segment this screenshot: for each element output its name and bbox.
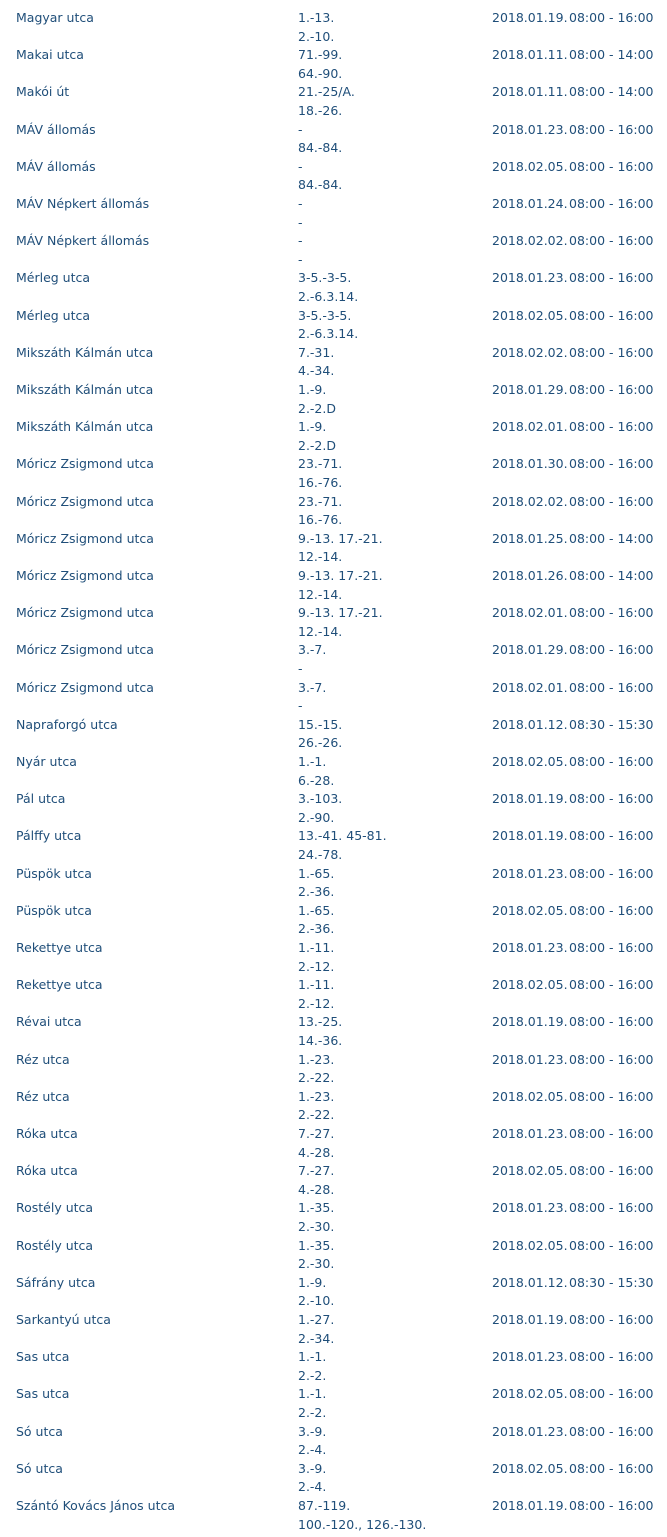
house-numbers (298, 418, 336, 455)
house-numbers (298, 195, 303, 232)
house-numbers (298, 1423, 326, 1460)
house-numbers-odd: - (298, 233, 303, 249)
house-numbers-even: 84.-84. (298, 140, 343, 156)
house-numbers-even: 2.-36. (298, 921, 335, 937)
house-numbers-odd: 13.-25. (298, 1014, 343, 1030)
outage-time: 08:00 - 16:00 (569, 902, 654, 918)
house-numbers-odd: 7.-31. (298, 344, 335, 360)
house-numbers-odd: 1.-35. (298, 1200, 335, 1216)
outage-time: 08:00 - 16:00 (569, 828, 654, 844)
street-name: Püspök utca (16, 865, 92, 881)
house-numbers-even: 100.-120., 126.-130. (298, 1516, 427, 1532)
house-numbers-even: - (298, 214, 303, 230)
house-numbers-odd: 23.-71. (298, 493, 343, 509)
street-name: Makói út (16, 84, 70, 100)
house-numbers-even: 12.-14. (298, 586, 343, 602)
street-name: Pálffy utca (16, 828, 82, 844)
outage-date: 2018.02.02. (492, 344, 568, 360)
house-numbers-odd: 1.-13. (298, 10, 335, 25)
street-name: Rostély utca (16, 1237, 94, 1253)
house-numbers-odd: 1.-9. (298, 1274, 327, 1290)
street-name: Makai utca (16, 47, 84, 63)
table-row (0, 1199, 667, 1235)
outage-time: 08:00 - 16:00 (569, 493, 654, 509)
outage-time: 08:00 - 16:00 (569, 754, 654, 769)
house-numbers (298, 1237, 334, 1274)
table-row (0, 1497, 667, 1533)
street-name: Mérleg utca (16, 270, 91, 286)
house-numbers-odd: 9.-13. 17.-21. (298, 605, 383, 621)
outage-date: 2018.01.11. (492, 47, 568, 63)
house-numbers-even: 2.-12. (298, 958, 335, 974)
outage-time: 08:00 - 16:00 (569, 1126, 654, 1141)
house-numbers-odd: 1.-1. (298, 1386, 327, 1402)
table-row (0, 1423, 667, 1459)
table-row (0, 158, 667, 194)
house-numbers-even: 2.-2. (298, 1404, 327, 1420)
house-numbers-odd: 1.-11. (298, 977, 335, 993)
outage-date: 2018.01.23. (492, 1423, 568, 1439)
house-numbers-even: 26.-26. (298, 735, 343, 751)
street-name: Mikszáth Kálmán utca (16, 419, 154, 435)
outage-date: 2018.01.11. (492, 84, 568, 100)
house-numbers-even: - (298, 660, 303, 676)
table-row (0, 1274, 667, 1310)
outage-date: 2018.01.19. (492, 1014, 568, 1030)
house-numbers-odd: 3-5.-3-5. (298, 307, 352, 323)
street-name: Réz utca (16, 1088, 70, 1104)
outage-date: 2018.01.24. (492, 196, 568, 211)
house-numbers-even: 2.-30. (298, 1256, 335, 1272)
outage-time: 08:00 - 16:00 (569, 642, 654, 658)
house-numbers (298, 567, 383, 604)
house-numbers-even: 2.-22. (298, 1107, 335, 1123)
house-numbers-even: 2.-6.3.14. (298, 326, 359, 342)
street-name: Rekettye utca (16, 940, 103, 955)
outage-date: 2018.01.29. (492, 382, 568, 397)
house-numbers-even: 2.-34. (298, 1330, 335, 1346)
table-row (0, 344, 667, 380)
outage-date: 2018.01.23. (492, 121, 568, 137)
outage-date: 2018.01.19. (492, 828, 568, 844)
house-numbers (298, 1199, 334, 1236)
house-numbers-even: - (298, 698, 303, 714)
house-numbers-odd: 3.-9. (298, 1423, 327, 1439)
street-name: Révai utca (16, 1014, 82, 1030)
outage-date: 2018.01.23. (492, 865, 568, 881)
outage-date: 2018.01.12. (492, 716, 568, 732)
house-numbers-odd: 3-5.-3-5. (298, 270, 352, 286)
outage-time: 08:00 - 16:00 (569, 1088, 654, 1104)
house-numbers (298, 679, 326, 716)
outage-time: 08:00 - 16:00 (569, 307, 654, 323)
table-row (0, 307, 667, 343)
house-numbers (298, 46, 342, 83)
street-name: Só utca (16, 1423, 63, 1439)
street-name: Sas utca (16, 1349, 70, 1365)
house-numbers-odd: 3.-9. (298, 1460, 327, 1476)
house-numbers-odd: 1.-65. (298, 902, 335, 918)
outage-time: 08:00 - 16:00 (569, 158, 654, 174)
street-name: Móricz Zsigmond utca (16, 679, 154, 695)
outage-time: 08:00 - 16:00 (569, 1386, 654, 1402)
outage-time: 08:00 - 16:00 (569, 196, 654, 211)
outage-time: 08:00 - 14:00 (569, 84, 654, 100)
outage-time: 08:00 - 16:00 (569, 605, 654, 621)
house-numbers (298, 1460, 326, 1497)
outage-time: 08:30 - 15:30 (569, 716, 654, 732)
outage-time: 08:00 - 14:00 (569, 568, 654, 583)
outage-date: 2018.01.25. (492, 530, 568, 546)
outage-time: 08:00 - 14:00 (569, 47, 654, 63)
table-row (0, 939, 667, 975)
table-row (0, 269, 667, 305)
table-row (0, 1311, 667, 1347)
outage-time: 08:00 - 16:00 (569, 977, 654, 993)
house-numbers-even: 2.-2.D (298, 400, 336, 416)
house-numbers-even: 84.-84. (298, 177, 343, 193)
street-name: Róka utca (16, 1126, 78, 1141)
house-numbers-odd: 1.-65. (298, 865, 335, 881)
street-name: Móricz Zsigmond utca (16, 568, 154, 583)
house-numbers-even: 2.-6.3.14. (298, 288, 359, 304)
table-row (0, 716, 667, 752)
house-numbers-odd: 7.-27. (298, 1126, 335, 1141)
outage-date: 2018.01.23. (492, 1051, 568, 1067)
outage-time: 08:00 - 16:00 (569, 1460, 654, 1476)
house-numbers-even: 6.-28. (298, 772, 335, 788)
outage-date: 2018.01.23. (492, 1126, 568, 1141)
outage-date: 2018.02.05. (492, 307, 568, 323)
house-numbers (298, 83, 355, 120)
street-name: MÁV állomás (16, 121, 96, 137)
street-name: Rostély utca (16, 1200, 94, 1216)
house-numbers (298, 1497, 426, 1534)
street-name: Püspök utca (16, 902, 92, 918)
house-numbers (298, 530, 383, 567)
outage-date: 2018.01.30. (492, 456, 568, 472)
outage-time: 08:00 - 16:00 (569, 344, 654, 360)
table-row (0, 46, 667, 82)
house-numbers-odd: 9.-13. 17.-21. (298, 530, 383, 546)
street-name: MÁV állomás (16, 158, 96, 174)
house-numbers (298, 641, 326, 678)
house-numbers-odd: 7.-27. (298, 1163, 335, 1179)
outage-date: 2018.02.05. (492, 902, 568, 918)
house-numbers-odd: 1.-1. (298, 754, 327, 769)
house-numbers-odd: - (298, 158, 303, 174)
house-numbers (298, 344, 334, 381)
outage-time: 08:00 - 16:00 (569, 1349, 654, 1365)
street-name: Mikszáth Kálmán utca (16, 382, 154, 397)
house-numbers-odd: 13.-41. 45-81. (298, 828, 387, 844)
table-row (0, 790, 667, 826)
outage-time: 08:00 - 16:00 (569, 1423, 654, 1439)
outage-time: 08:00 - 14:00 (569, 530, 654, 546)
outage-time: 08:00 - 16:00 (569, 382, 654, 397)
house-numbers-odd: - (298, 121, 303, 137)
street-name: Móricz Zsigmond utca (16, 493, 154, 509)
street-name: Sarkantyú utca (16, 1312, 111, 1327)
house-numbers (298, 902, 334, 939)
outage-date: 2018.01.23. (492, 940, 568, 955)
street-name: Sáfrány utca (16, 1274, 96, 1290)
house-numbers-even: 2.-22. (298, 1070, 335, 1086)
table-row (0, 1051, 667, 1087)
house-numbers-even: 2.-12. (298, 995, 335, 1011)
house-numbers-odd: 3.-7. (298, 679, 327, 695)
house-numbers-even: 4.-34. (298, 363, 335, 379)
outage-date: 2018.01.29. (492, 642, 568, 658)
house-numbers-odd: 3.-103. (298, 791, 343, 807)
table-row (0, 121, 667, 157)
outage-time: 08:00 - 16:00 (569, 419, 654, 435)
house-numbers (298, 827, 387, 864)
outage-time: 08:00 - 16:00 (569, 1163, 654, 1179)
house-numbers-odd: 87.-119. (298, 1498, 351, 1513)
house-numbers-even: 12.-14. (298, 549, 343, 565)
house-numbers (298, 269, 358, 306)
house-numbers-odd: 1.-11. (298, 940, 335, 955)
outage-time: 08:00 - 16:00 (569, 1312, 654, 1327)
street-name: Róka utca (16, 1163, 78, 1179)
house-numbers (298, 1162, 334, 1199)
outage-date: 2018.01.23. (492, 1200, 568, 1216)
house-numbers (298, 1125, 334, 1162)
street-name: MÁV Népkert állomás (16, 233, 150, 249)
house-numbers-even: 18.-26. (298, 102, 343, 118)
house-numbers (298, 1311, 334, 1348)
house-numbers-even: 2.-4. (298, 1442, 327, 1458)
outage-time: 08:00 - 16:00 (569, 1237, 654, 1253)
outage-time: 08:00 - 16:00 (569, 121, 654, 137)
house-numbers-even: 2.-10. (298, 1293, 335, 1309)
house-numbers-even: 2.-2.D (298, 437, 336, 453)
outage-date: 2018.02.05. (492, 754, 568, 769)
outage-time: 08:00 - 16:00 (569, 270, 654, 286)
table-row (0, 679, 667, 715)
table-row (0, 641, 667, 677)
table-row (0, 1125, 667, 1161)
outage-time: 08:30 - 15:30 (569, 1274, 654, 1290)
street-name: Móricz Zsigmond utca (16, 642, 154, 658)
house-numbers-odd: 1.-1. (298, 1349, 327, 1365)
house-numbers (298, 1274, 334, 1311)
outage-date: 2018.02.05. (492, 1386, 568, 1402)
street-name: Móricz Zsigmond utca (16, 605, 154, 621)
house-numbers (298, 1348, 326, 1385)
house-numbers-odd: 1.-23. (298, 1088, 335, 1104)
outage-date: 2018.02.05. (492, 977, 568, 993)
house-numbers (298, 121, 342, 158)
table-row (0, 1385, 667, 1421)
table-row (0, 493, 667, 529)
outage-date: 2018.02.02. (492, 233, 568, 249)
street-name: MÁV Népkert állomás (16, 196, 150, 211)
house-numbers-even: 2.-2. (298, 1367, 327, 1383)
outage-date: 2018.02.05. (492, 1237, 568, 1253)
street-name: Móricz Zsigmond utca (16, 456, 154, 472)
house-numbers (298, 939, 334, 976)
table-row (0, 567, 667, 603)
table-row (0, 753, 667, 789)
house-numbers-even: 12.-14. (298, 623, 343, 639)
house-numbers-even: 24.-78. (298, 846, 343, 862)
house-numbers-even: 2.-10. (298, 28, 335, 44)
outage-date: 2018.02.01. (492, 605, 568, 621)
table-row (0, 604, 667, 640)
house-numbers (298, 790, 342, 827)
house-numbers (298, 232, 303, 269)
house-numbers (298, 9, 334, 46)
outage-date: 2018.01.23. (492, 1349, 568, 1365)
house-numbers (298, 716, 342, 753)
outage-time: 08:00 - 16:00 (569, 1498, 654, 1513)
house-numbers-odd: 15.-15. (298, 716, 343, 732)
outage-date: 2018.02.05. (492, 158, 568, 174)
outage-date: 2018.02.01. (492, 419, 568, 435)
outage-date: 2018.01.19. (492, 1312, 568, 1327)
house-numbers-odd: 1.-35. (298, 1237, 335, 1253)
house-numbers (298, 381, 336, 418)
street-name: Nyár utca (16, 754, 77, 769)
street-name: Móricz Zsigmond utca (16, 530, 154, 546)
outage-date: 2018.01.12. (492, 1274, 568, 1290)
house-numbers (298, 976, 334, 1013)
outage-date: 2018.01.23. (492, 270, 568, 286)
house-numbers (298, 1385, 326, 1422)
outage-time: 08:00 - 16:00 (569, 679, 654, 695)
house-numbers-even: 2.-90. (298, 809, 335, 825)
street-name: Mikszáth Kálmán utca (16, 344, 154, 360)
house-numbers-even: 16.-76. (298, 474, 343, 490)
outage-date: 2018.02.01. (492, 679, 568, 695)
table-row (0, 1460, 667, 1496)
table-row (0, 232, 667, 268)
house-numbers-odd: 1.-9. (298, 419, 327, 435)
house-numbers-odd: 1.-27. (298, 1312, 335, 1327)
outage-date: 2018.01.19. (492, 1498, 568, 1513)
street-name: Sas utca (16, 1386, 70, 1402)
street-name: Napraforgó utca (16, 716, 118, 732)
outage-time: 08:00 - 16:00 (569, 456, 654, 472)
house-numbers-odd: 1.-9. (298, 382, 327, 397)
street-name: Pál utca (16, 791, 66, 807)
house-numbers-even: 2.-4. (298, 1479, 327, 1495)
street-name: Réz utca (16, 1051, 70, 1067)
outage-date: 2018.02.05. (492, 1088, 568, 1104)
outage-time: 08:00 - 16:00 (569, 10, 654, 25)
street-name: Szántó Kovács János utca (16, 1498, 175, 1513)
table-row (0, 865, 667, 901)
outage-date: 2018.02.05. (492, 1163, 568, 1179)
table-row (0, 976, 667, 1012)
house-numbers-even: 14.-36. (298, 1032, 343, 1048)
table-row (0, 827, 667, 863)
table-row (0, 1088, 667, 1124)
table-row (0, 455, 667, 491)
house-numbers-even: 4.-28. (298, 1181, 335, 1197)
house-numbers-odd: 71.-99. (298, 47, 343, 63)
outage-date: 2018.01.19. (492, 791, 568, 807)
street-name: Magyar utca (16, 10, 94, 25)
outage-time: 08:00 - 16:00 (569, 1200, 654, 1216)
house-numbers-even: - (298, 251, 303, 267)
house-numbers (298, 604, 383, 641)
outage-time: 08:00 - 16:00 (569, 791, 654, 807)
table-row (0, 1237, 667, 1273)
house-numbers-odd: 21.-25/A. (298, 84, 355, 100)
table-row (0, 1162, 667, 1198)
house-numbers-even: 4.-28. (298, 1144, 335, 1160)
house-numbers-even: 2.-30. (298, 1218, 335, 1234)
house-numbers-odd: 9.-13. 17.-21. (298, 568, 383, 583)
house-numbers-even: 2.-36. (298, 884, 335, 900)
house-numbers (298, 493, 342, 530)
outage-date: 2018.02.02. (492, 493, 568, 509)
house-numbers (298, 455, 342, 492)
house-numbers (298, 753, 334, 790)
outage-time: 08:00 - 16:00 (569, 233, 654, 249)
outage-time: 08:00 - 16:00 (569, 1051, 654, 1067)
table-row (0, 1013, 667, 1049)
table-row (0, 530, 667, 566)
house-numbers (298, 1051, 334, 1088)
table-row (0, 195, 667, 231)
outage-time: 08:00 - 16:00 (569, 940, 654, 955)
table-row (0, 418, 667, 454)
house-numbers-even: 16.-76. (298, 512, 343, 528)
house-numbers (298, 865, 334, 902)
house-numbers-odd: 3.-7. (298, 642, 327, 658)
outage-date: 2018.02.05. (492, 1460, 568, 1476)
house-numbers (298, 1088, 334, 1125)
street-name: Rekettye utca (16, 977, 103, 993)
house-numbers-odd: 1.-23. (298, 1051, 335, 1067)
house-numbers-odd: - (298, 196, 303, 211)
table-row (0, 1348, 667, 1384)
table-row (0, 9, 667, 45)
table-row (0, 381, 667, 417)
outage-time: 08:00 - 16:00 (569, 865, 654, 881)
street-name: Só utca (16, 1460, 63, 1476)
street-name: Mérleg utca (16, 307, 91, 323)
house-numbers (298, 1013, 342, 1050)
house-numbers (298, 307, 358, 344)
table-row (0, 902, 667, 938)
outage-date: 2018.01.19. (492, 10, 568, 25)
house-numbers-even: 64.-90. (298, 65, 343, 81)
house-numbers-odd: 23.-71. (298, 456, 343, 472)
table-row (0, 83, 667, 119)
house-numbers (298, 158, 342, 195)
outage-date: 2018.01.26. (492, 568, 568, 583)
outage-time: 08:00 - 16:00 (569, 1014, 654, 1030)
